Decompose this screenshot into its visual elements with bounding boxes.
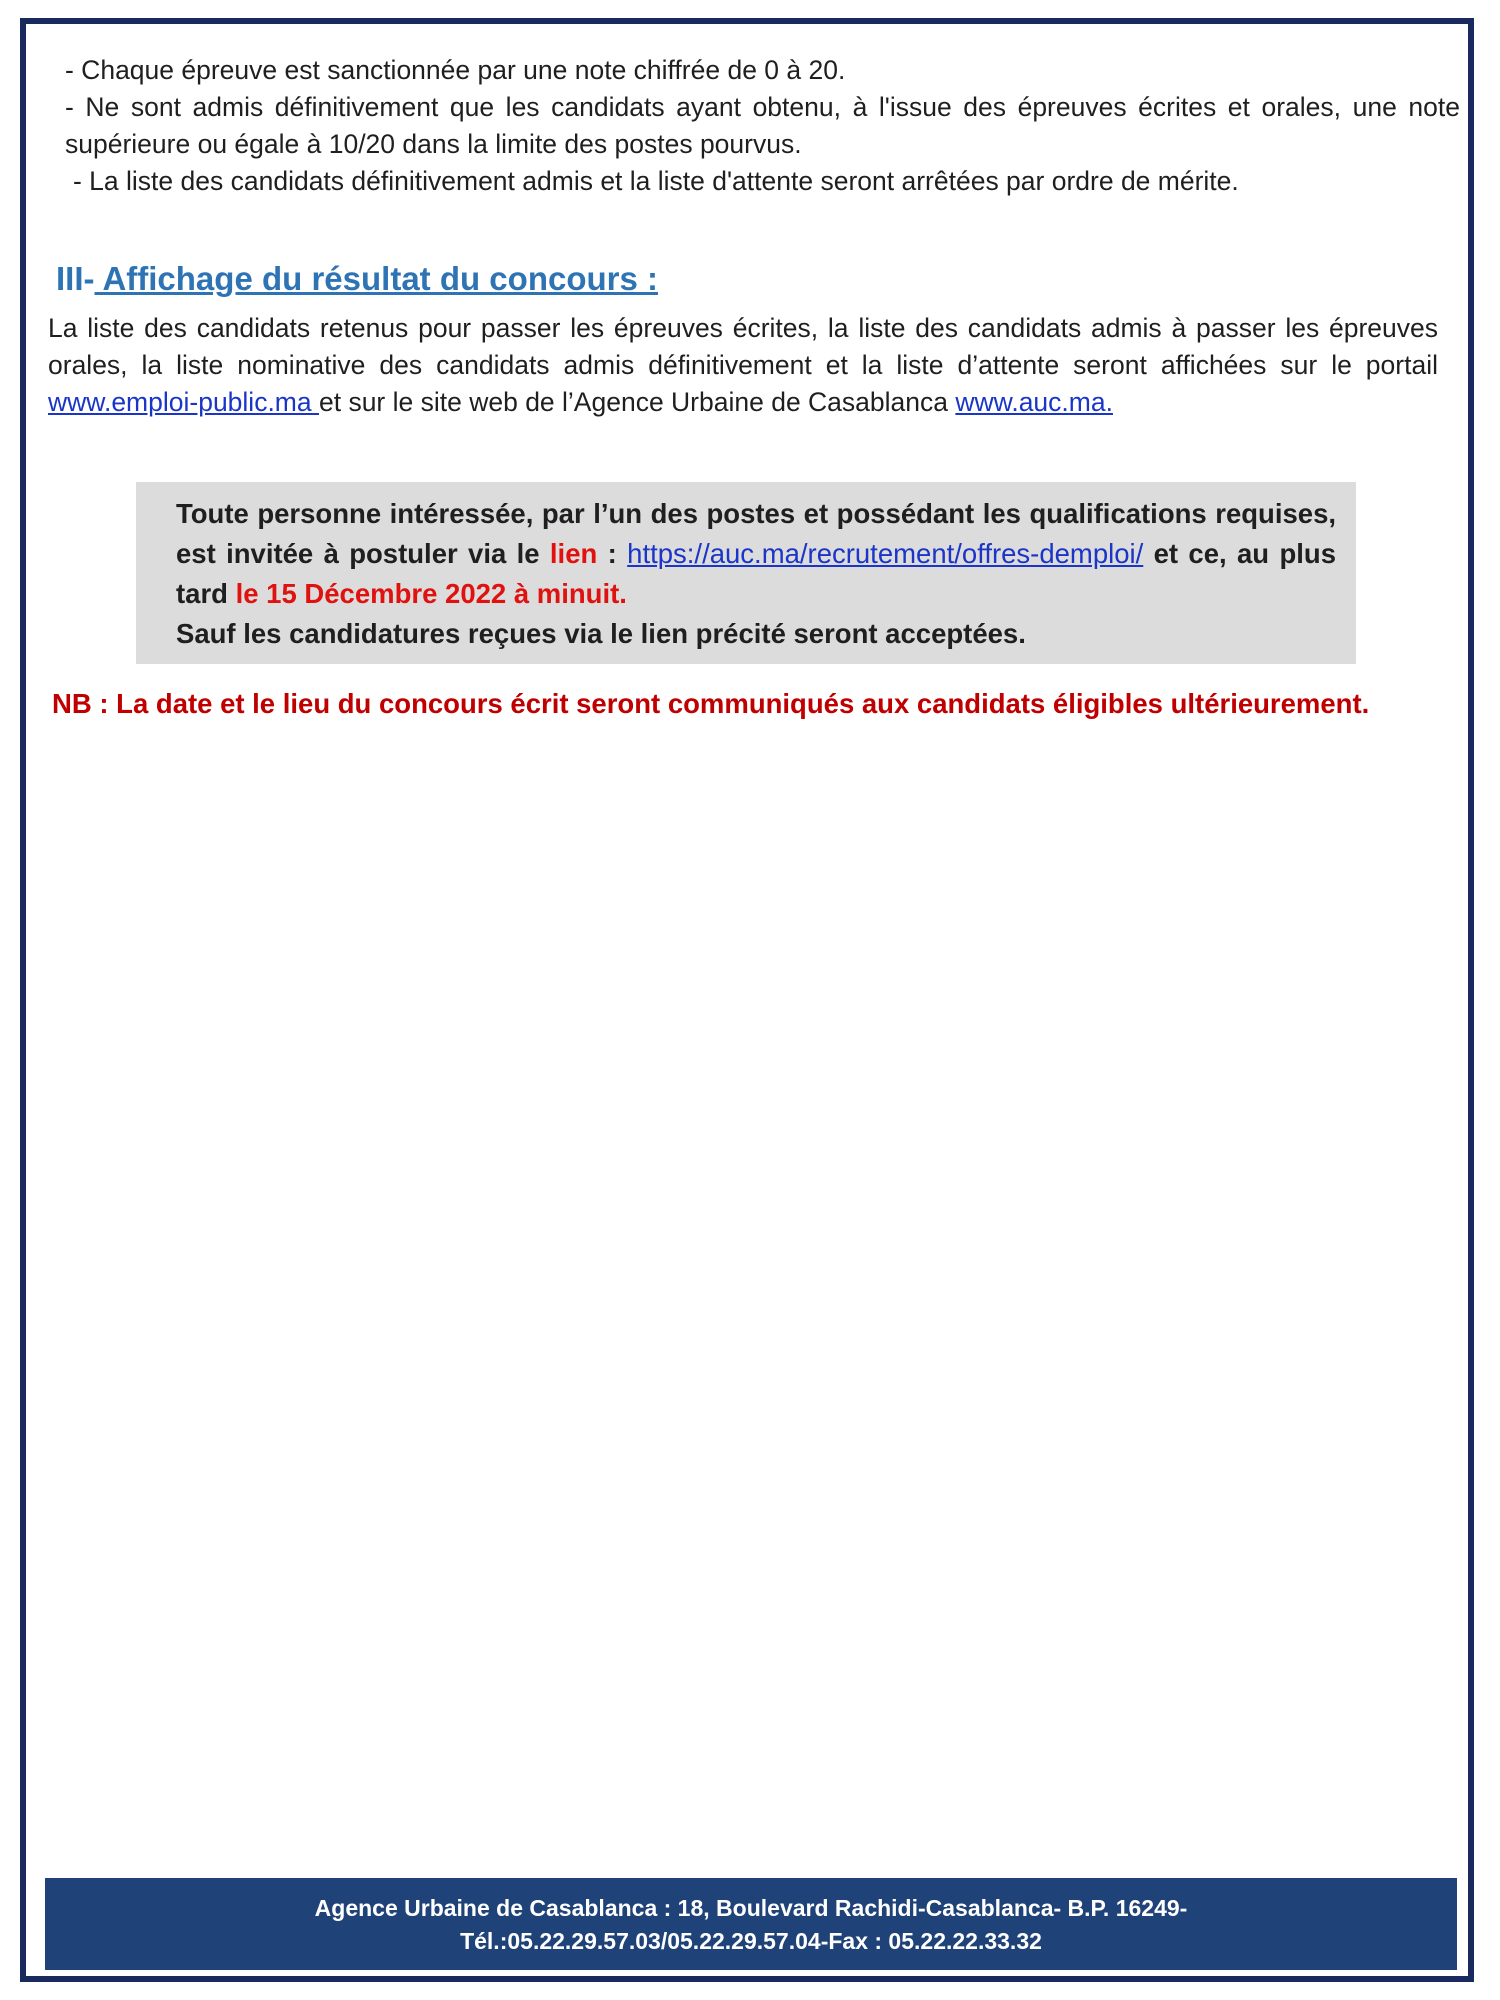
footer-phone-fax: Tél.:05.22.29.57.03/05.22.29.57.04-Fax : 05.22.22.33.32 (460, 1928, 1042, 1954)
notice-lien-word: lien (549, 538, 598, 569)
section-number: III- (56, 260, 95, 297)
rule-item-admission: - Ne sont admis définitivement que les candidats ayant obtenu, à l'issue des épreuves écrites et orales, une note supérieure ou égale à 10/20 dans la limite des postes pourvus. (65, 92, 1460, 159)
application-url-link[interactable]: https://auc.ma/recrutement/offres-demploi/ (627, 538, 1144, 569)
emploi-public-link[interactable]: www.emploi-public.ma (48, 387, 319, 417)
rule-item-scoring: - Chaque épreuve est sanctionnée par une note chiffrée de 0 à 20. (65, 55, 846, 85)
section-heading-results (56, 260, 658, 298)
section-title: Affichage du résultat du concours : (94, 260, 658, 297)
application-notice-text (176, 494, 1336, 654)
auc-website-link[interactable]: www.auc.ma. (955, 387, 1113, 417)
results-publication-paragraph (48, 310, 1438, 421)
nb-note: NB : La date et le lieu du concours écrit seront communiqués aux candidats éligibles ultérieurement. (52, 688, 1370, 719)
rule-item-merit-list: - La liste des candidats définitivement admis et la liste d'attente seront arrêtées par ordre de mérite. (73, 166, 1239, 196)
notice-only-link-applications: Sauf les candidatures reçues via le lien précité seront acceptées. (176, 618, 1026, 649)
notice-colon: : (597, 538, 628, 569)
notice-deadline-intro: et ce, au plus tard (176, 538, 1336, 609)
footer-address: Agence Urbaine de Casablanca : 18, Boulevard Rachidi-Casablanca- B.P. 16249- (314, 1895, 1188, 1921)
notice-intro: Toute personne intéressée, par l’un des postes et possédant les qualifications requises, est invitée à postuler via le (176, 498, 1336, 569)
results-text-part2: et sur le site web de l’Agence Urbaine de Casablanca (318, 387, 956, 417)
footer-contact-bar (45, 1878, 1457, 1970)
results-text-part1: La liste des candidats retenus pour passer les épreuves écrites, la liste des candidats admis à passer les épreuves orales, la liste nominative des candidats admis définitivement et la liste d’attente seront affichées sur le portail (48, 313, 1438, 380)
application-notice-box (136, 482, 1356, 664)
notice-deadline: le 15 Décembre 2022 à minuit. (235, 578, 627, 609)
evaluation-rules-list (65, 52, 1460, 200)
